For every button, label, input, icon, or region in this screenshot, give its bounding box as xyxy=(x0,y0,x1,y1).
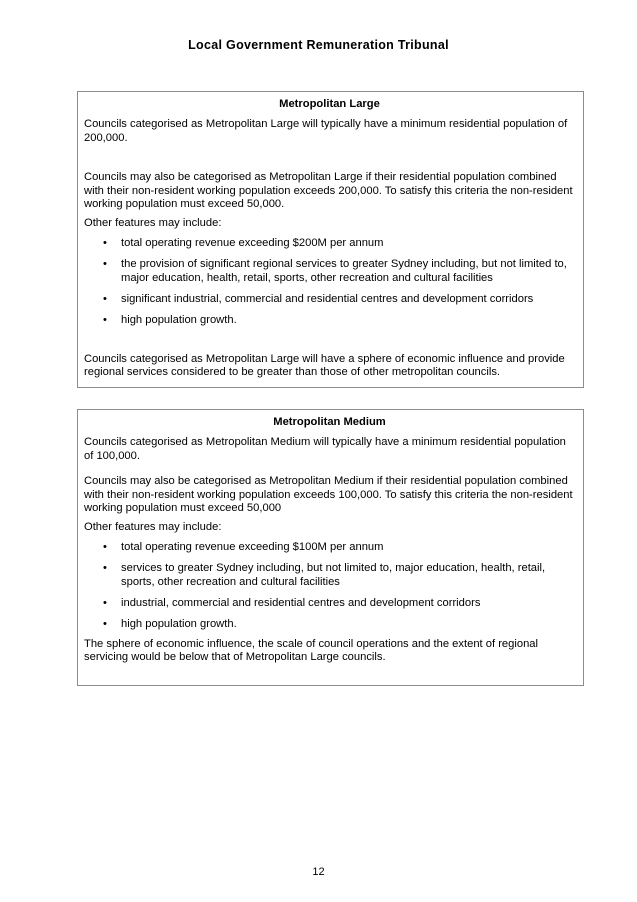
box-title: Metropolitan Medium xyxy=(273,416,386,428)
list-item xyxy=(84,258,575,285)
other-features-label: Other features may include: xyxy=(84,217,222,230)
bullet-icon: • xyxy=(103,597,107,610)
features-list xyxy=(84,541,575,632)
list-item-text: high population growth. xyxy=(121,314,237,327)
list-item-text: services to greater Sydney including, but not limited to, major education, health, retail, sports, other recreation and cultural facilities xyxy=(121,562,546,588)
bullet-icon: • xyxy=(103,618,107,631)
bullet-icon: • xyxy=(103,236,107,249)
intro-paragraph: Councils categorised as Metropolitan Medium will typically have a minimum residential population of 100,000. xyxy=(84,436,566,462)
page-number: 12 xyxy=(312,866,325,878)
bullet-icon: • xyxy=(103,540,107,553)
list-item xyxy=(84,314,575,327)
criteria-paragraph: Councils may also be categorised as Metropolitan Medium if their residential population combined with their non-resident working population exceeds 100,000. To satisfy this criteria the non-resident working population must exceed 50,000 xyxy=(84,475,573,515)
metropolitan-large-box xyxy=(77,91,584,388)
list-item xyxy=(84,562,575,589)
bullet-icon: • xyxy=(103,293,107,306)
list-item xyxy=(84,237,575,250)
list-item-text: industrial, commercial and residential centres and development corridors xyxy=(121,597,481,610)
list-item xyxy=(84,541,575,554)
features-list xyxy=(84,237,575,328)
closing-paragraph: Councils categorised as Metropolitan Large will have a sphere of economic influence and provide regional services considered to be greater than those of other metropolitan councils. xyxy=(84,352,565,379)
list-item-text: the provision of significant regional services to greater Sydney including, but not limited to, major education, health, retail, sports, other recreation and cultural facilities xyxy=(121,258,567,284)
list-item xyxy=(84,618,575,631)
page-header: Local Government Remuneration Tribunal xyxy=(188,38,449,52)
list-item-text: total operating revenue exceeding $200M per annum xyxy=(121,236,384,249)
bullet-icon: • xyxy=(103,258,107,271)
list-item xyxy=(84,293,575,306)
bullet-icon: • xyxy=(103,562,107,575)
criteria-paragraph: Councils may also be categorised as Metropolitan Large if their residential population combined with their non-resident working population exceeds 200,000. To satisfy this criteria the non-resident working population must exceed 50,000. xyxy=(84,171,573,211)
bullet-icon: • xyxy=(103,314,107,327)
other-features-label: Other features may include: xyxy=(84,521,222,534)
metropolitan-medium-box xyxy=(77,409,584,686)
closing-paragraph: The sphere of economic influence, the scale of council operations and the extent of regional servicing would be below that of Metropolitan Large councils. xyxy=(84,637,539,664)
list-item-text: significant industrial, commercial and residential centres and development corridors xyxy=(121,293,534,306)
list-item xyxy=(84,597,575,610)
list-item-text: total operating revenue exceeding $100M per annum xyxy=(121,540,384,553)
list-item-text: high population growth. xyxy=(121,618,237,631)
box-title: Metropolitan Large xyxy=(279,98,380,110)
intro-paragraph: Councils categorised as Metropolitan Large will typically have a minimum residential population of 200,000. xyxy=(84,118,568,144)
